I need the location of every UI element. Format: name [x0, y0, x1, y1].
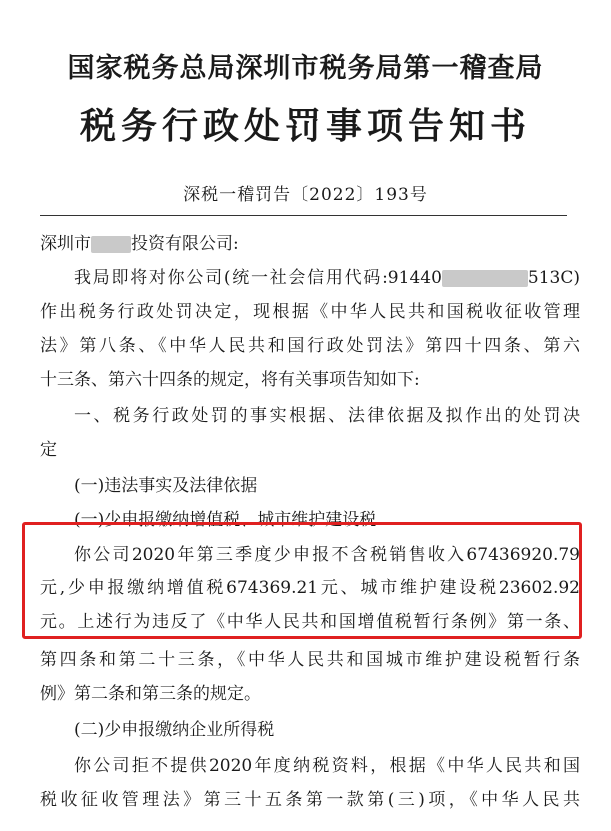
addressee-suffix: 投资有限公司:	[131, 234, 239, 254]
header-divider	[40, 215, 567, 216]
subsection-heading: (一)少申报缴纳增值税、城市维护建设税	[74, 510, 377, 530]
paragraph-line: 第四条和第二十三条，《中华人民共和国城市维护建设税暂行条	[40, 650, 580, 670]
paragraph-line: 你公司拒不提供2020年度纳税资料，根据《中华人民共和国	[74, 756, 580, 776]
subsection-heading: (一)违法事实及法律依据	[74, 476, 258, 496]
addressee	[40, 232, 580, 256]
subsection-heading: (二)少申报缴纳企业所得税	[74, 720, 275, 740]
section-heading: 定	[40, 440, 57, 460]
section-heading: 一、税务行政处罚的事实根据、法律依据及拟作出的处罚决	[74, 406, 580, 426]
addressee-prefix: 深圳市	[40, 234, 91, 254]
paragraph-line: 我局即将对你公司(统一社会信用代码:91440 513C)	[74, 268, 580, 288]
redacted-credit-code	[442, 270, 528, 287]
highlight-box	[22, 522, 582, 639]
paragraph-line: 法》第八条、《中华人民共和国行政处罚法》第四十四条、第六	[40, 336, 580, 356]
paragraph-line: 元。上述行为违反了《中华人民共和国增值税暂行条例》第一条、	[40, 612, 580, 632]
issuing-authority: 国家税务总局深圳市税务局第一稽查局	[67, 53, 544, 84]
document-title: 税务行政处罚事项告知书	[79, 105, 531, 147]
paragraph-line: 十三条、第六十四条的规定，将有关事项告知如下:	[40, 370, 420, 390]
redacted-name	[91, 236, 131, 253]
paragraph-line: 税收征收管理法》第三十五条第一款第(三)项，《中华人民共	[40, 790, 580, 810]
paragraph-line: 例》第二条和第三条的规定。	[40, 684, 261, 704]
document-number: 深税一稽罚告〔2022〕193号	[183, 185, 428, 205]
paragraph-line: 你公司2020年第三季度少申报不含税销售收入67436920.79	[74, 545, 580, 565]
paragraph-line: 作出税务行政处罚决定，现根据《中华人民共和国税收征收管理	[40, 302, 580, 322]
paragraph-line: 元,少申报缴纳增值税674369.21元、城市维护建设税23602.92	[40, 578, 580, 598]
